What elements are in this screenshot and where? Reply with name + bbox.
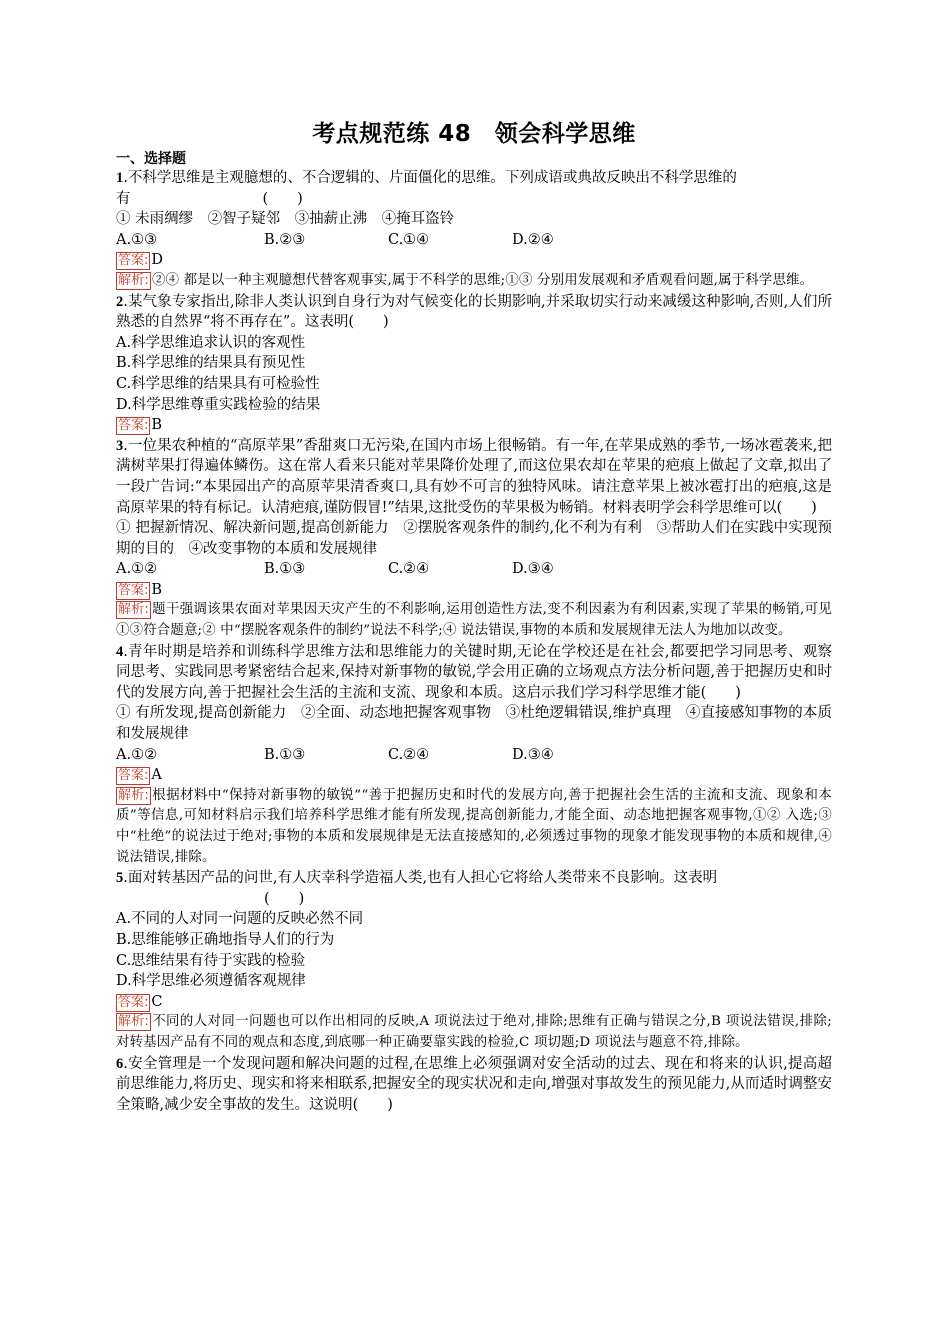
- question-5-paren: ( ): [264, 890, 305, 907]
- section-heading: 一、选择题: [116, 151, 186, 167]
- question-5-option-d: D.科学思维必须遵循客观规律: [116, 973, 306, 990]
- page-title: 考点规范练 48 领会科学思维: [312, 121, 636, 147]
- document-page: [116, 118, 832, 1115]
- question-1-cont: 有 ( ): [116, 190, 303, 207]
- answer-tag: 答案:: [118, 994, 149, 1010]
- question-3-options: A.①② B.①③ C.②④ D.③④: [116, 561, 554, 578]
- question-1-items: ① 未雨绸缪 ②智子疑邻 ③抽薪止沸 ④掩耳盗铃: [116, 211, 455, 228]
- question-5-option-c: C.思维结果有待于实践的检验: [116, 952, 306, 969]
- question-2: 2.某气象专家指出,除非人类认识到自身行为对气候变化的长期影响,并采取切实行动来减缓这种影响,否则,人们所熟悉的自然界“将不再存在”。这表明( ): [116, 293, 832, 331]
- question-5: 5.面对转基因产品的问世,有人庆幸科学造福人类,也有人担心它将给人类带来不良影响。这表明: [116, 870, 718, 887]
- question-2-option-a: A.科学思维追求认识的客观性: [116, 334, 306, 351]
- analysis-4: 解析: 根据材料中“保持对新事物的敏锐”“善于把握历史和时代的发展方向,善于把握社会生活的主流和支流、现象和本质”等信息,可知材料启示我们培养科学思维才能有所发现,提高创新能力,才能全面、动态地把握客观事物,①② 入选;③ 中“杜绝”的说法过于绝对;事物的本质和发展规律是无法直接感知的,必须透过事物的现象才能发现事物的本质和规律,④ 说法错误,排除。: [116, 787, 832, 865]
- question-5-option-a: A.不同的人对同一问题的反映必然不同: [116, 911, 364, 928]
- question-4-items: ① 有所发现,提高创新能力 ②全面、动态地把握客观事物 ③杜绝逻辑错误,维护真理 ④直接感知事物的本质和发展规律: [116, 705, 832, 743]
- answer-1: 答案: D: [118, 252, 164, 269]
- analysis-tag: 解析:: [118, 272, 149, 288]
- answer-tag: 答案:: [118, 582, 149, 598]
- answer-tag: 答案:: [118, 418, 149, 434]
- analysis-1: 解析: ②④ 都是以一种主观臆想代替客观事实,属于不科学的思维;①③ 分别用发展观和矛盾观看问题,属于科学思维。: [118, 272, 814, 288]
- analysis-tag: 解析:: [118, 602, 149, 618]
- question-2-option-c: C.科学思维的结果具有可检验性: [116, 375, 320, 392]
- question-4: 4.青年时期是培养和训练科学思维方法和思维能力的关键时期,无论在学校还是在社会,都要把学习同思考、观察同思考、实践同思考紧密结合起来,保持对新事物的敏锐,学会用正确的立场观点方法分析问题,善于把握历史和时代的发展方向,善于把握社会生活的主流和支流、现象和本质。这启示我们学习科学思维才能( ): [116, 643, 832, 701]
- analysis-tag: 解析:: [118, 1014, 149, 1030]
- answer-2: 答案: B: [118, 417, 163, 434]
- answer-3: 答案: B: [118, 581, 163, 598]
- question-4-options: A.①② B.①③ C.②④ D.③④: [116, 746, 554, 763]
- answer-tag: 答案:: [118, 768, 149, 784]
- analysis-tag: 解析:: [118, 787, 149, 803]
- analysis-5: 解析: 不同的人对同一问题也可以作出相同的反映,A 项说法过于绝对,排除;思维有正确与错误之分,B 项说法错误,排除;对转基因产品有不同的观点和态度,到底哪一种正确要靠实践的检验,C 项切题;D 项说法与题意不符,排除。: [116, 1014, 832, 1050]
- question-6: 6.安全管理是一个发现问题和解决问题的过程,在思维上必须强调对安全活动的过去、现在和将来的认识,提高超前思维能力,将历史、现实和将来相联系,把握安全的现实状况和走向,增强对事故发生的预见能力,从而适时调整安全策略,减少安全事故的发生。这说明( ): [116, 1055, 832, 1113]
- answer-4: 答案: A: [118, 767, 162, 784]
- question-1: 1.不科学思维是主观臆想的、不合逻辑的、片面僵化的思维。下列成语或典故反映出不科学思维的: [116, 170, 737, 186]
- question-3: 3.一位果农种植的“高原苹果”香甜爽口无污染,在国内市场上很畅销。有一年,在苹果成熟的季节,一场冰雹袭来,把满树苹果打得遍体鳞伤。这在常人看来只能对苹果降价处理了,而这位果农却在苹果的疤痕上做起了文章,拟出了一段广告词:“本果园出产的高原苹果清香爽口,具有妙不可言的独特风味。请注意苹果上被冰雹打出的疤痕,这是高原苹果的特有标记。认清疤痕,谨防假冒!”结果,这批受伤的苹果极为畅销。材料表明学会科学思维可以( ): [116, 437, 832, 516]
- answer-5: 答案: C: [118, 993, 163, 1010]
- question-5-option-b: B.思维能够正确地指导人们的行为: [116, 931, 335, 948]
- question-3-items: ① 把握新情况、解决新问题,提高创新能力 ②摆脱客观条件的制约,化不利为有利 ③帮助人们在实践中实现预期的目的 ④改变事物的本质和发展规律: [116, 520, 832, 557]
- analysis-3: 解析: 题干强调该果农面对苹果因天灾产生的不利影响,运用创造性方法,变不利因素为有利因素,实现了苹果的畅销,可见①③符合题意;② 中“摆脱客观条件的制约”说法不科学;④ 说法错误,事物的本质和发展规律无法人为地加以改变。: [116, 602, 832, 639]
- answer-tag: 答案:: [118, 253, 149, 269]
- question-1-options: A.①③ B.②③ C.①④ D.②④: [116, 231, 554, 248]
- question-2-option-d: D.科学思维尊重实践检验的结果: [116, 396, 321, 413]
- question-2-option-b: B.科学思维的结果具有预见性: [116, 355, 306, 372]
